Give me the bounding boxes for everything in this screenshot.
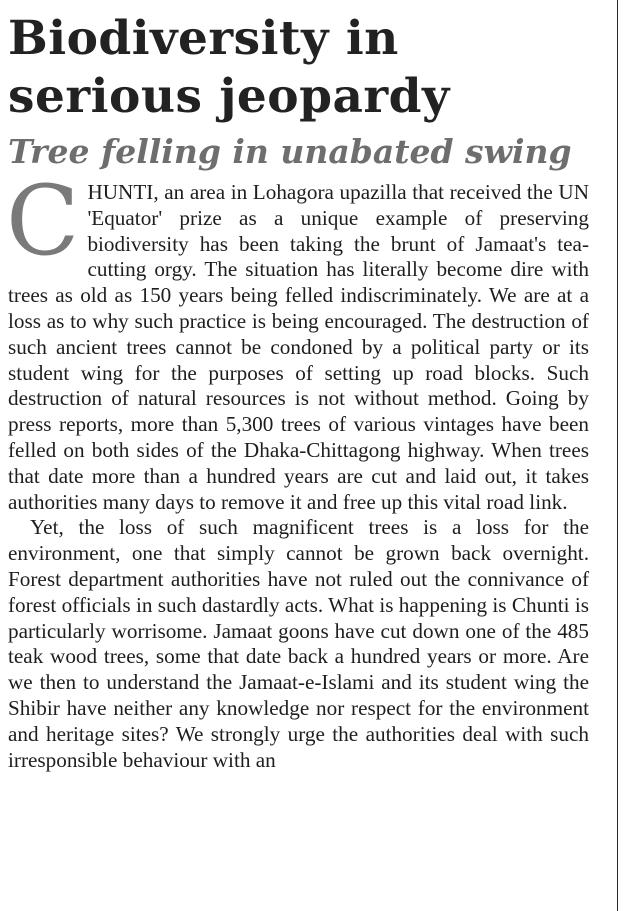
- headline: Biodiversity in serious jeopardy: [8, 11, 450, 124]
- editorial-article: [8, 10, 589, 773]
- drop-cap: C: [6, 165, 80, 277]
- subheadline: Tree felling in unabated swing: [8, 132, 572, 171]
- paragraph-1-text: HUNTI, an area in Lohagora upazilla that received the UN 'Equator' prize as a unique example of preserving biodiversity has been taking the brunt of Jamaat's tea-cutting orgy. The situation has literally become dire with trees as old as 150 years being felled indiscriminately. We are at a loss as to why such practice is being encouraged. The destruction of such ancient trees cannot be condoned by a political party or its student wing for the purposes of setting up road blocks. Such destruction of natural resources is not without method. Going by press reports, more than 5,300 trees of various vintages have been felled on both sides of the Dhaka-Chittagong highway. When trees that date more than a hundred years are cut and laid out, it takes authorities many days to remove it and free up this vital road link.: [8, 180, 589, 514]
- paragraph-1: [6, 165, 589, 515]
- column-rule: [617, 0, 618, 911]
- paragraph-2: Yet, the loss of such magnificent trees is a loss for the environment, one that simply cannot be grown back overnight. Forest department authorities have not ruled out the connivance of forest officials in such dastardly acts. What is happening is Chunti is particularly worrisome. Jamaat goons have cut down one of the 485 teak wood trees, some that date back a hundred years or more. Are we then to understand the Jamaat-e-Islami and its student wing the Shibir have neither any knowledge nor respect for the environment and heritage sites? We strongly urge the authorities deal with such irresponsible behaviour with an: [8, 515, 589, 772]
- article-body: [6, 165, 589, 773]
